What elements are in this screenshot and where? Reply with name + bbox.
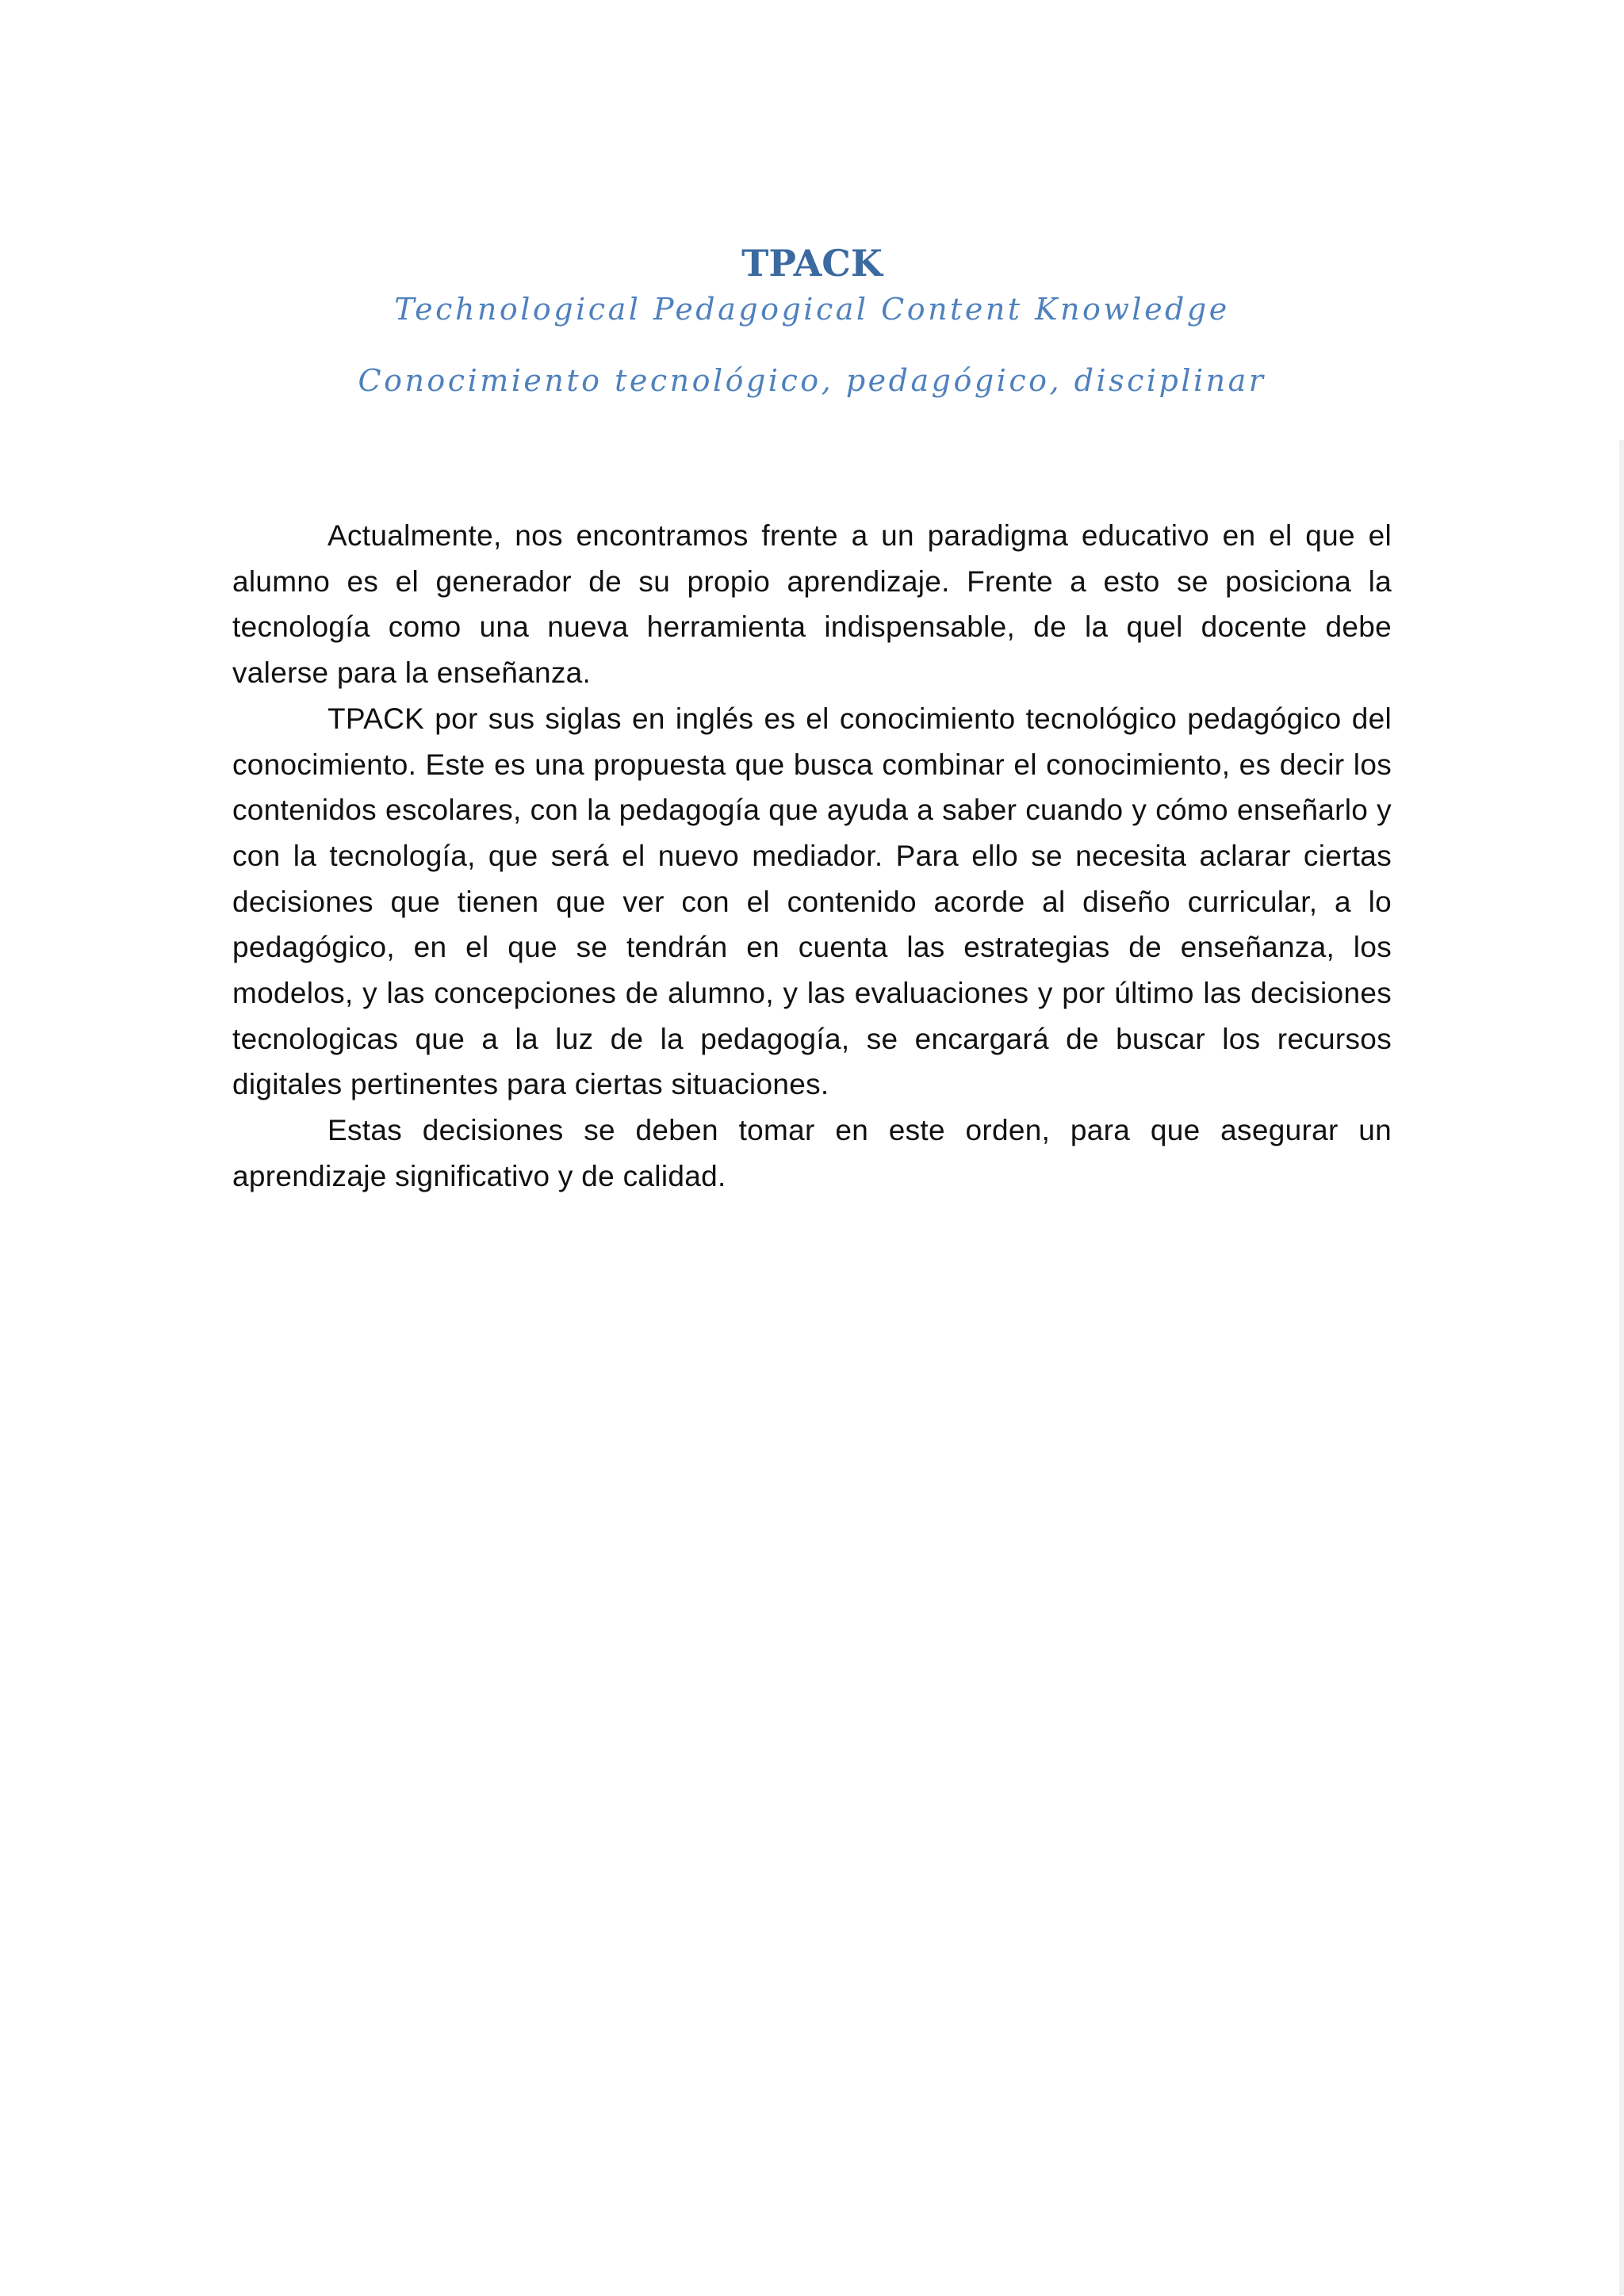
paragraph-3: Estas decisiones se deben tomar en este orden, para que asegurar un aprendizaje significativo y de calidad. [232, 1114, 1392, 1192]
paragraph-1: Actualmente, nos encontramos frente a un paradigma educativo en el que el alumno es el generador de su propio aprendizaje. Frente a esto se posiciona la tecnología como una nueva herramienta indispensable, de la quel docente debe valerse para la enseñanza. [232, 519, 1392, 690]
subtitle-english: Technological Pedagogical Content Knowledge [394, 292, 1230, 327]
paragraph-2: TPACK por sus siglas en inglés es el conocimiento tecnológico pedagógico del conocimiento. Este es una propuesta que busca combinar el conocimiento, es decir los contenidos escolares, con la pedagogía que ayuda a saber cuando y cómo enseñarlo y con la tecnología, que será el nuevo mediador. Para ello se necesita aclarar ciertas decisiones que tienen que ver con el contenido acorde al diseño curricular, a lo pedagógico, en el que se tendrán en cuenta las estrategias de enseñanza, los modelos, y las concepciones de alumno, y las evaluaciones y por último las decisiones tecnologicas que a la luz de la pedagogía, se encargará de buscar los recursos digitales pertinentes para ciertas situaciones. [232, 702, 1392, 1101]
subtitle-spanish: Conocimiento tecnológico, pedagógico, disciplinar [358, 363, 1266, 398]
document-body [232, 513, 1392, 1200]
page-edge-shadow [1619, 440, 1624, 2295]
title-block [232, 238, 1392, 401]
document-title: TPACK [741, 242, 883, 285]
